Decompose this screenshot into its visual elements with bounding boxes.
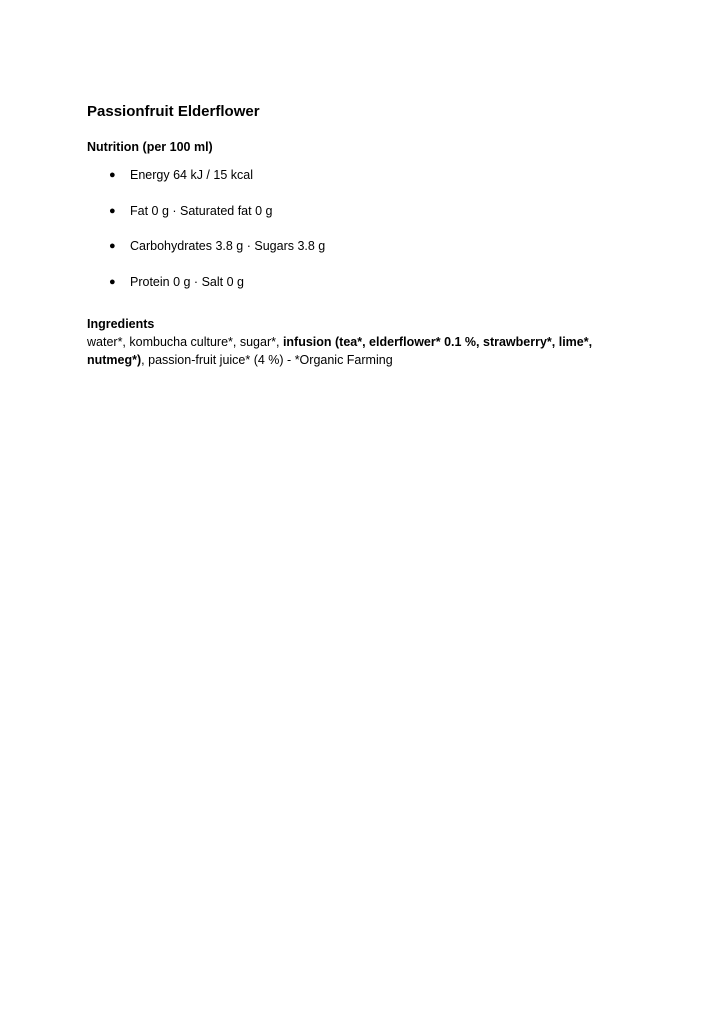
ingredients-text bbox=[87, 333, 647, 369]
ingredients-part-regular-end: , passion-fruit juice* (4 %) - *Organic Farming bbox=[141, 352, 393, 367]
nutrition-item-text: Fat 0 g · Saturated fat 0 g bbox=[130, 203, 273, 218]
nutrition-item-carbohydrates bbox=[87, 237, 647, 255]
document-page bbox=[87, 102, 647, 369]
nutrition-item-fat bbox=[87, 202, 647, 220]
nutrition-item-text: Carbohydrates 3.8 g · Sugars 3.8 g bbox=[130, 239, 326, 253]
nutrition-list bbox=[87, 166, 647, 291]
ingredients-part-bold: infusion (tea*, elderflower* 0.1 %, strawberry*, lime*, nutmeg*) bbox=[87, 334, 593, 367]
nutrition-item-text: Protein 0 g · Salt 0 g bbox=[130, 274, 244, 289]
ingredients-part-regular: water*, kombucha culture*, sugar*, bbox=[87, 334, 283, 349]
nutrition-heading: Nutrition (per 100 ml) bbox=[87, 140, 213, 154]
document-title: Passionfruit Elderflower bbox=[87, 103, 260, 120]
ingredients-heading: Ingredients bbox=[87, 316, 155, 331]
nutrition-item-energy bbox=[87, 166, 647, 184]
bullet-icon: ● bbox=[109, 204, 116, 217]
nutrition-item-text: Energy 64 kJ / 15 kcal bbox=[130, 168, 253, 182]
bullet-icon: ● bbox=[109, 275, 116, 288]
nutrition-item-protein bbox=[87, 273, 647, 291]
bullet-icon: ● bbox=[109, 240, 116, 252]
bullet-icon: ● bbox=[109, 169, 116, 181]
